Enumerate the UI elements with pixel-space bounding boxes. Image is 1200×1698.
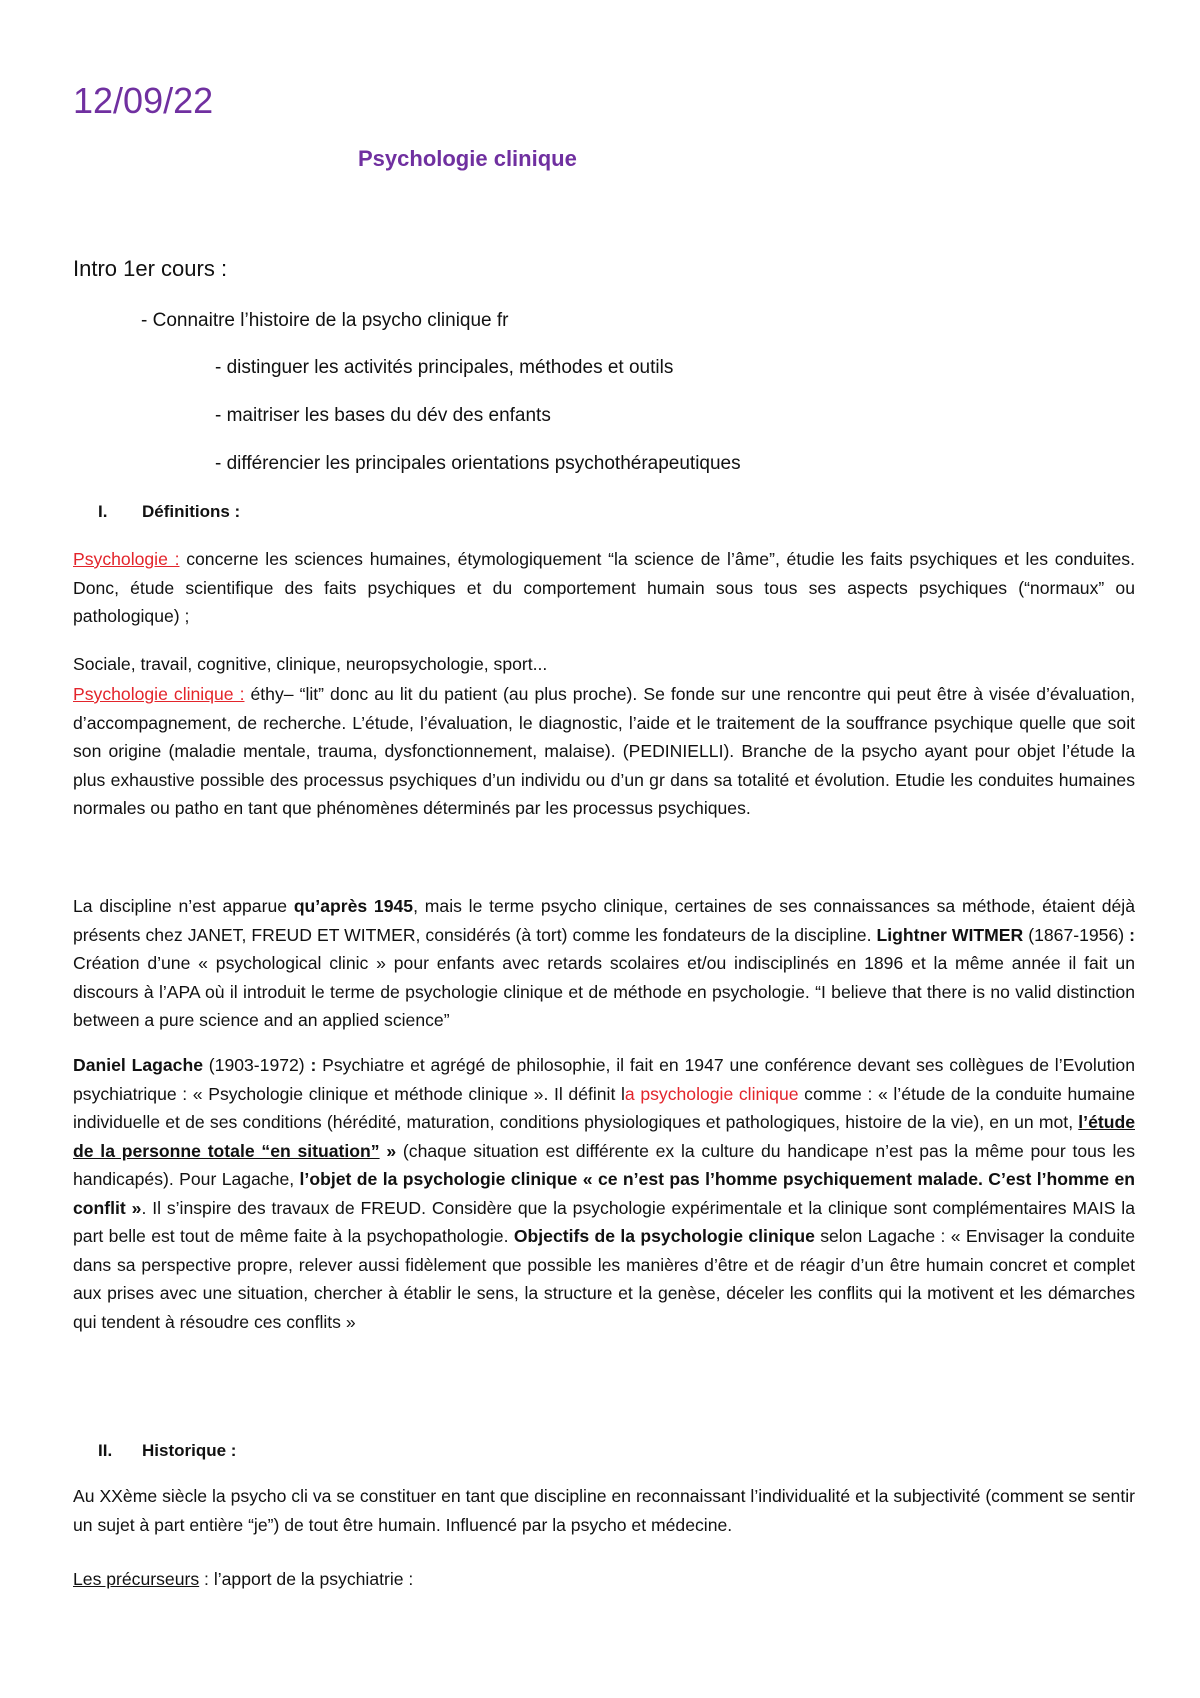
definition-text: concerne les sciences humaines, étymologiquement “la science de l’âme”, étudie les faits psychiques et les conduites. Donc, étude scientifique des faits psychiques et du comportement humain sous tous ses aspects psychiques (“normaux” ou pathologique) ; xyxy=(73,549,1135,626)
text-run: (1903-1972) xyxy=(203,1055,311,1075)
course-date: 12/09/22 xyxy=(73,80,214,121)
section-heading-historique xyxy=(98,1441,236,1461)
bold-run: : xyxy=(1129,924,1135,945)
objective-item: - maitriser les bases du dév des enfants xyxy=(215,405,551,426)
section-title: Définitions : xyxy=(142,502,241,521)
bold-run: qu’après 1945 xyxy=(293,896,414,916)
term-psychologie: Psychologie : xyxy=(73,549,180,569)
document-title: Psychologie clinique xyxy=(358,146,577,171)
bold-run: l’objet de la psychologie clinique « ce n’est pas l’homme psychiquement malade. C’est l’homme en conflit » xyxy=(73,1169,1136,1218)
precurseurs-term: Les précurseurs xyxy=(73,1569,200,1589)
section-title: Historique : xyxy=(142,1441,237,1460)
text-run: (chaque situation est différente ex la culture du handicape n’est pas la même pour tous les handicapés). Pour Lagache, xyxy=(73,1140,1135,1189)
section-heading-definitions xyxy=(98,502,240,522)
bold-run: Daniel Lagache xyxy=(73,1055,203,1075)
section-number: I. xyxy=(98,502,108,521)
definition-psychologie xyxy=(73,545,1135,631)
intro-heading: Intro 1er cours : xyxy=(73,256,228,281)
highlight-run: a psychologie clinique xyxy=(624,1083,799,1104)
precurseurs-text: : l’apport de la psychiatrie : xyxy=(199,1569,414,1589)
section-number: II. xyxy=(98,1441,113,1460)
text-run: La discipline n’est apparue xyxy=(73,896,294,916)
bold-run: » xyxy=(379,1140,397,1161)
text-run: , mais le terme psycho clinique, certaines de ses connaissances sa méthode, étaient déjà présents chez JANET, FREUD ET WITMER, considérés (à tort) comme les fondateurs de la discipline. xyxy=(73,896,1136,945)
objective-item: - distinguer les activités principales, méthodes et outils xyxy=(215,357,674,378)
psychology-branches: Sociale, travail, cognitive, clinique, neuropsychologie, sport... xyxy=(73,654,548,674)
discipline-paragraph xyxy=(73,892,1135,1035)
precurseurs-line xyxy=(73,1565,1135,1594)
text-run: Création d’une « psychological clinic » pour enfants avec retards scolaires et/ou indisciplinés en 1896 et la même année il fait un discours à l’APA où il introduit le terme de psychologie clinique et de méthode en psychologie. “I believe that there is no valid distinction between a pure science and an applied science” xyxy=(73,953,1135,1030)
definition-text: éthy– “lit” donc au lit du patient (au plus proche). Se fonde sur une rencontre qui peut être à visée d’évaluation, d’accompagnement, de recherche. L’étude, l’évaluation, le diagnostic, l’aide et le traitement de la souffrance psychique quelle que soit son origine (maladie mentale, trauma, dysfonctionnement, malaise). (PEDINIELLI). Branche de la psycho ayant pour objet l’étude la plus exhaustive possible des processus psychiques d’un individu ou d’un gr dans sa totalité et évolution. Etudie les conduites humaines normales ou patho en tant que phénomènes déterminés par les processus psychiques. xyxy=(73,684,1135,818)
text-run: (1867-1956) xyxy=(1023,924,1130,945)
objective-item: - différencier les principales orientations psychothérapeutiques xyxy=(215,453,741,474)
term-psychologie-clinique: Psychologie clinique : xyxy=(73,684,245,704)
bold-run: Lightner WITMER xyxy=(876,924,1024,945)
text-run: selon Lagache : « Envisager la conduite dans sa perspective propre, relever aussi fidèlement que possible les manières d’être et de réagir d’un être humain concret et complet aux prises avec une situation, chercher à établir le sens, la structure et la genèse, déceler les conflits qui la motivent et les démarches qui tendent à résoudre ces conflits » xyxy=(73,1226,1136,1332)
lagache-paragraph xyxy=(73,1051,1135,1336)
text-run: comme : « l’étude de la conduite humaine individuelle et de ses conditions (hérédité, maturation, conditions physiologiques et pathologiques, histoire de la vie), en un mot, xyxy=(73,1083,1136,1132)
historique-intro: Au XXème siècle la psycho cli va se constituer en tant que discipline en reconnaissant l’individualité et la subjectivité (comment se sentir un sujet à part entière “je”) de tout être humain. Influencé par la psycho et médecine. xyxy=(73,1486,1135,1535)
objective-item: - Connaitre l’histoire de la psycho clinique fr xyxy=(141,310,509,331)
bold-run: Objectifs de la psychologie clinique xyxy=(513,1226,815,1246)
text-run: . Il s’inspire des travaux de FREUD. Considère que la psychologie expérimentale et la clinique sont complémentaires MAIS la part belle est tout de même faite à la psychopathologie. xyxy=(73,1197,1135,1246)
text-run: Psychiatre et agrégé de philosophie, il fait en 1947 une conférence devant ses collègues de l’Evolution psychiatrique : « Psychologie clinique et méthode clinique ». Il définit l xyxy=(73,1055,1135,1104)
bold-run: : xyxy=(310,1055,317,1075)
definition-psychologie-clinique xyxy=(73,680,1135,823)
bold-underline-run: l’étude de la personne totale “en situation” xyxy=(73,1112,1135,1161)
